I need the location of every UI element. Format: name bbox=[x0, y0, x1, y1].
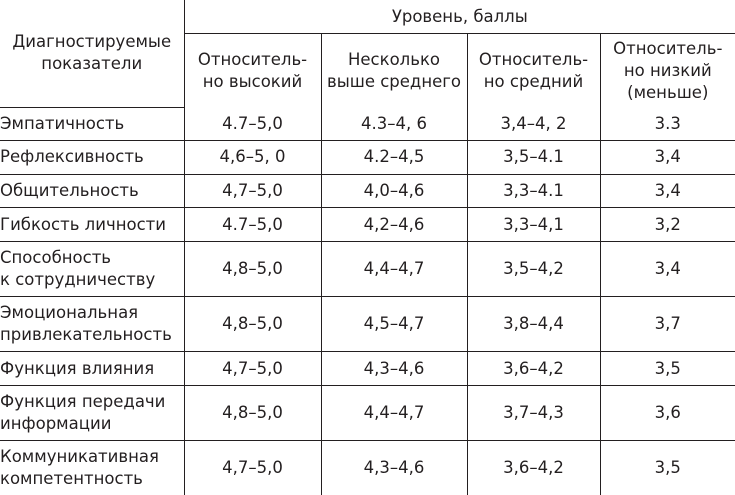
cell-value: 3,4 bbox=[600, 174, 735, 208]
cell-value: 4,4–4,7 bbox=[321, 385, 467, 440]
cell-value: 4,0–4,6 bbox=[321, 174, 467, 208]
cell-value: 3,7–4,3 bbox=[467, 385, 600, 440]
cell-value: 4,6–5, 0 bbox=[184, 141, 321, 175]
cell-value: 3,2 bbox=[600, 208, 735, 242]
level-header-average: Относитель- но средний bbox=[467, 34, 600, 108]
cell-value: 3,5–4.1 bbox=[467, 141, 600, 175]
table-row bbox=[0, 352, 735, 386]
cell-value: 4,7–5,0 bbox=[184, 352, 321, 386]
cell-value: 3,3–4,1 bbox=[467, 208, 600, 242]
cell-value: 3,7 bbox=[600, 297, 735, 352]
cell-value: 3,5–4,2 bbox=[467, 242, 600, 297]
row-label: Эмоциональная привлекательность bbox=[0, 297, 184, 352]
row-label: Общительность bbox=[0, 174, 184, 208]
cell-value: 4,2–4,6 bbox=[321, 208, 467, 242]
table-row bbox=[0, 242, 735, 297]
row-label: Способность к сотрудничеству bbox=[0, 242, 184, 297]
row-label: Функция передачи информации bbox=[0, 385, 184, 440]
table-row bbox=[0, 385, 735, 440]
level-header-low: Относитель- но низкий (меньше) bbox=[600, 34, 735, 108]
cell-value: 3,5 bbox=[600, 352, 735, 386]
level-header-above-average: Несколько выше среднего bbox=[321, 34, 467, 108]
level-group-header: Уровень, баллы bbox=[184, 0, 735, 34]
cell-value: 3,6 bbox=[600, 385, 735, 440]
cell-value: 4,8–5,0 bbox=[184, 385, 321, 440]
cell-value: 3,5 bbox=[600, 440, 735, 495]
table-row bbox=[0, 107, 735, 141]
cell-value: 4,3–4,6 bbox=[321, 352, 467, 386]
cell-value: 3,4–4, 2 bbox=[467, 107, 600, 141]
cell-value: 3,6–4,2 bbox=[467, 440, 600, 495]
row-label: Рефлексивность bbox=[0, 141, 184, 175]
row-label: Гибкость личности bbox=[0, 208, 184, 242]
cell-value: 4,7–5,0 bbox=[184, 174, 321, 208]
cell-value: 4,8–5,0 bbox=[184, 242, 321, 297]
cell-value: 3,4 bbox=[600, 242, 735, 297]
cell-value: 4,5–4,7 bbox=[321, 297, 467, 352]
row-label: Функция влияния bbox=[0, 352, 184, 386]
cell-value: 4.7–5,0 bbox=[184, 208, 321, 242]
cell-value: 3,6–4,2 bbox=[467, 352, 600, 386]
table-row bbox=[0, 174, 735, 208]
cell-value: 4,4–4,7 bbox=[321, 242, 467, 297]
cell-value: 3,3–4.1 bbox=[467, 174, 600, 208]
table-row bbox=[0, 440, 735, 495]
cell-value: 4.7–5,0 bbox=[184, 107, 321, 141]
cell-value: 4,3–4,6 bbox=[321, 440, 467, 495]
cell-value: 3.3 bbox=[600, 107, 735, 141]
cell-value: 4.3–4, 6 bbox=[321, 107, 467, 141]
cell-value: 3,8–4,4 bbox=[467, 297, 600, 352]
cell-value: 4,8–5,0 bbox=[184, 297, 321, 352]
table-row bbox=[0, 297, 735, 352]
row-label: Коммуникативная компетентность bbox=[0, 440, 184, 495]
cell-value: 3,4 bbox=[600, 141, 735, 175]
indicators-column-header: Диагностируемые показатели bbox=[0, 0, 184, 107]
level-header-high: Относитель- но высокий bbox=[184, 34, 321, 108]
cell-value: 4,7–5,0 bbox=[184, 440, 321, 495]
table-row bbox=[0, 208, 735, 242]
table-row bbox=[0, 141, 735, 175]
row-label: Эмпатичность bbox=[0, 107, 184, 141]
cell-value: 4.2–4,5 bbox=[321, 141, 467, 175]
